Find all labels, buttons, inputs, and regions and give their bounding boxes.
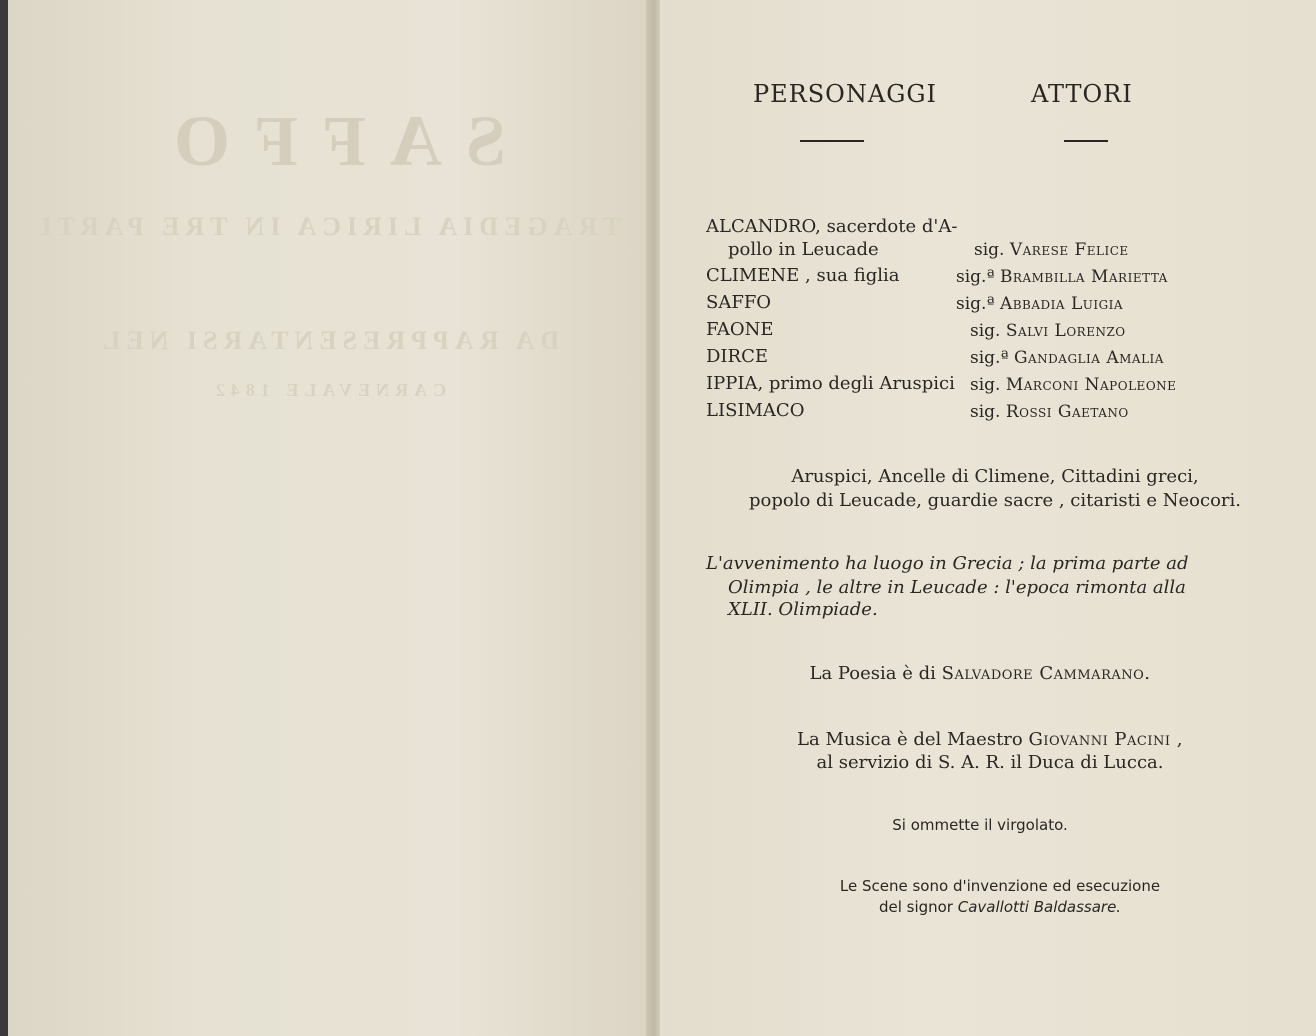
cast-actor: sig. Salvi Lorenzo — [970, 321, 1126, 341]
header-rule — [1064, 140, 1108, 142]
cast-role: ALCANDRO, sacerdote d'A- — [706, 216, 958, 237]
header-actors: ATTORI — [1031, 80, 1133, 108]
cast-role: FAONE — [706, 319, 774, 340]
setting-line: Olimpia , le altre in Leucade : l'epoca rimonta alla — [728, 577, 1186, 598]
scenes-credit: Le Scene sono d'invenzione ed esecuzione — [839, 877, 1161, 895]
cast-actor: sig. Rossi Gaetano — [970, 402, 1129, 422]
header-characters: PERSONAGGI — [753, 80, 938, 108]
cast-role: IPPIA, primo degli Aruspici — [706, 373, 955, 394]
music-credit-line2: al servizio di S. A. R. il Duca di Lucca. — [816, 752, 1164, 773]
poetry-credit: La Poesia è di Salvadore Cammarano. — [809, 663, 1151, 684]
chorus-line: popolo di Leucade, guardie sacre , citaristi e Neocori. — [749, 490, 1241, 511]
ghost-line: TRAGEDIA LIRICA IN TRE PARTI — [35, 212, 621, 241]
cast-role: CLIMENE , sua figlia — [706, 265, 900, 286]
ghost-line: CARNEVALE 1842 — [209, 380, 447, 400]
ghost-title: SAFFO — [150, 101, 507, 181]
right-page — [660, 0, 1316, 1036]
cast-role: pollo in Leucade — [728, 239, 879, 260]
cast-actor: sig.ª Brambilla Marietta — [956, 267, 1168, 287]
setting-line: L'avvenimento ha luogo in Grecia ; la prima parte ad — [706, 553, 1189, 574]
header-rule — [800, 140, 864, 142]
ghost-line: DA RAPPRESENTARSI NEL — [96, 326, 560, 355]
cast-role: SAFFO — [706, 292, 772, 313]
left-page — [8, 0, 648, 1036]
chorus-line: Aruspici, Ancelle di Climene, Cittadini greci, — [791, 466, 1199, 487]
cast-actor: sig. Varese Felice — [974, 240, 1129, 260]
cast-actor: sig.ª Abbadia Luigia — [956, 294, 1124, 314]
cast-role: LISIMACO — [706, 400, 805, 421]
music-credit: La Musica è del Maestro Giovanni Pacini , — [797, 729, 1183, 750]
cast-role: DIRCE — [706, 346, 769, 367]
cast-actor: sig. Marconi Napoleone — [970, 375, 1177, 395]
note: Si ommette il virgolato. — [892, 816, 1068, 834]
scenes-credit-line2: del signor Cavallotti Baldassare. — [878, 898, 1122, 916]
setting-line: XLII. Olimpiade. — [728, 599, 878, 620]
cast-actor: sig.ª Gandaglia Amalia — [970, 348, 1164, 368]
